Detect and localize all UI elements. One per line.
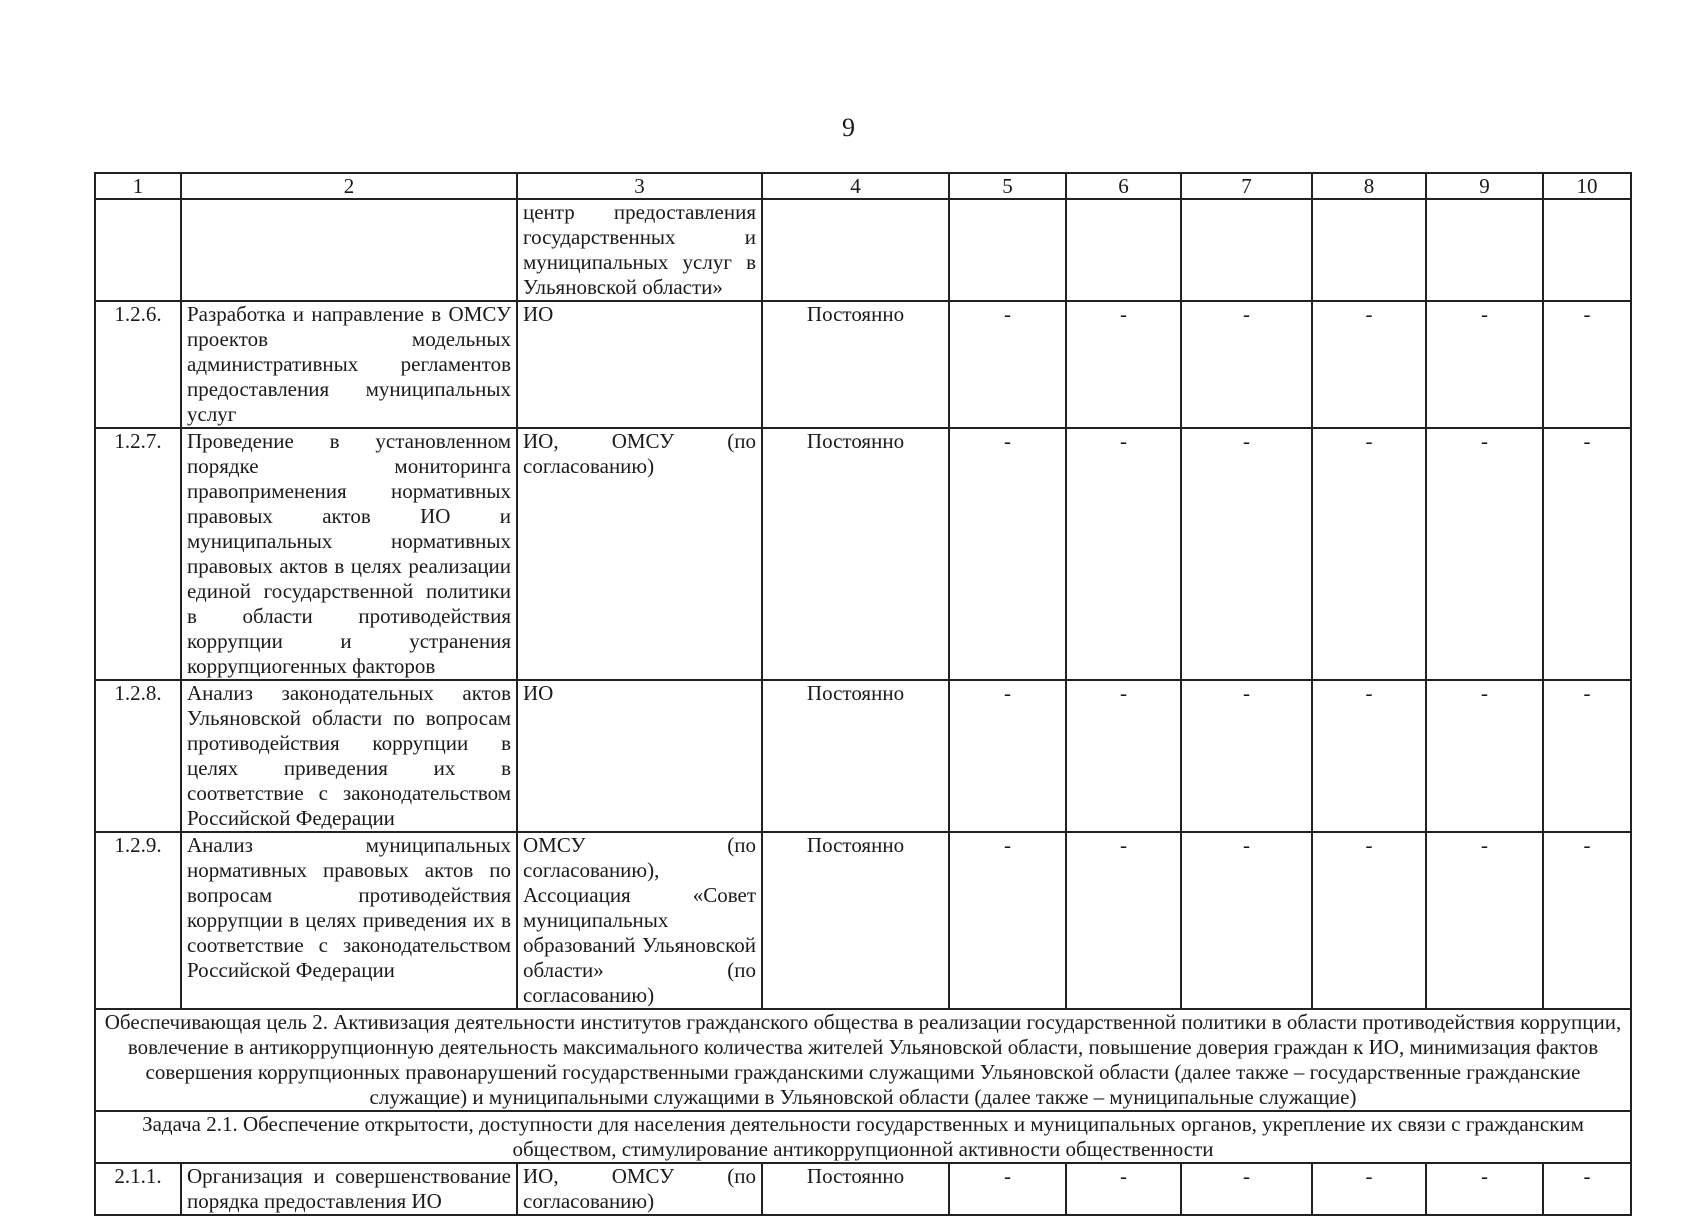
column-number: 9 bbox=[1426, 173, 1543, 199]
column-number-row bbox=[95, 173, 1631, 199]
table-row bbox=[95, 199, 1631, 301]
row-number: 1.2.9. bbox=[95, 832, 181, 1009]
value-cell: - bbox=[1426, 1163, 1543, 1215]
value-cell: - bbox=[1066, 301, 1181, 428]
value-cell: - bbox=[1181, 1163, 1312, 1215]
row-number: 2.1.1. bbox=[95, 1163, 181, 1215]
term: Постоянно bbox=[762, 832, 949, 1009]
task-row bbox=[95, 1111, 1631, 1163]
measure-name bbox=[181, 199, 517, 301]
value-cell: - bbox=[1312, 1163, 1426, 1215]
term: Постоянно bbox=[762, 680, 949, 832]
column-number: 5 bbox=[949, 173, 1066, 199]
executor: ИО, ОМСУ (по согласованию) bbox=[517, 428, 762, 680]
column-number: 2 bbox=[181, 173, 517, 199]
value-cell bbox=[1426, 199, 1543, 301]
column-number: 7 bbox=[1181, 173, 1312, 199]
measure-name: Проведение в установленном порядке мониторинга правоприменения нормативных правовых актов ИО и муниципальных нормативных правовых актов в целях реализации единой государственной политики в области противодействия коррупции и устранения коррупциогенных факторов bbox=[181, 428, 517, 680]
value-cell: - bbox=[1426, 301, 1543, 428]
table-row bbox=[95, 1163, 1631, 1215]
goal-row bbox=[95, 1009, 1631, 1111]
measure-name: Организация и совершенствование порядка предоставления ИО bbox=[181, 1163, 517, 1215]
value-cell: - bbox=[1312, 301, 1426, 428]
row-number: 1.2.6. bbox=[95, 301, 181, 428]
column-number: 6 bbox=[1066, 173, 1181, 199]
term: Постоянно bbox=[762, 301, 949, 428]
value-cell: - bbox=[1426, 428, 1543, 680]
term: Постоянно bbox=[762, 428, 949, 680]
executor: ИО, ОМСУ (по согласованию) bbox=[517, 1163, 762, 1215]
column-number: 3 bbox=[517, 173, 762, 199]
row-number bbox=[95, 199, 181, 301]
page-number: 9 bbox=[842, 113, 855, 142]
value-cell: - bbox=[1543, 1163, 1631, 1215]
table-row bbox=[95, 832, 1631, 1009]
value-cell: - bbox=[1181, 832, 1312, 1009]
value-cell: - bbox=[1543, 428, 1631, 680]
table-row bbox=[95, 680, 1631, 832]
table-row bbox=[95, 301, 1631, 428]
value-cell bbox=[949, 199, 1066, 301]
value-cell: - bbox=[1181, 301, 1312, 428]
value-cell: - bbox=[1066, 428, 1181, 680]
value-cell bbox=[1181, 199, 1312, 301]
row-number: 1.2.7. bbox=[95, 428, 181, 680]
value-cell: - bbox=[949, 1163, 1066, 1215]
term: Постоянно bbox=[762, 1163, 949, 1215]
value-cell: - bbox=[1543, 832, 1631, 1009]
value-cell: - bbox=[949, 680, 1066, 832]
value-cell: - bbox=[1312, 680, 1426, 832]
value-cell: - bbox=[1426, 832, 1543, 1009]
value-cell: - bbox=[1312, 428, 1426, 680]
row-number: 1.2.8. bbox=[95, 680, 181, 832]
executor: центр предоставления государственных и муниципальных услуг в Ульяновской области» bbox=[517, 199, 762, 301]
task-2-1-heading: Задача 2.1. Обеспечение открытости, доступности для населения деятельности государственных и муниципальных органов, укрепление их связи с гражданским обществом, стимулирование антикоррупционной активности общественности bbox=[95, 1111, 1631, 1163]
value-cell: - bbox=[949, 428, 1066, 680]
term bbox=[762, 199, 949, 301]
column-number: 1 bbox=[95, 173, 181, 199]
value-cell bbox=[1543, 199, 1631, 301]
value-cell: - bbox=[1181, 680, 1312, 832]
measure-name: Анализ законодательных актов Ульяновской области по вопросам противодействия коррупции в целях приведения их в соответствие с законодательством Российской Федерации bbox=[181, 680, 517, 832]
column-number: 8 bbox=[1312, 173, 1426, 199]
column-number: 4 bbox=[762, 173, 949, 199]
value-cell: - bbox=[1543, 680, 1631, 832]
executor: ИО bbox=[517, 680, 762, 832]
column-number: 10 bbox=[1543, 173, 1631, 199]
value-cell: - bbox=[949, 301, 1066, 428]
measure-name: Разработка и направление в ОМСУ проектов модельных административных регламентов предоставления муниципальных услуг bbox=[181, 301, 517, 428]
executor: ИО bbox=[517, 301, 762, 428]
value-cell: - bbox=[1312, 832, 1426, 1009]
measure-name: Анализ муниципальных нормативных правовых актов по вопросам противодействия коррупции в целях приведения их в соответствие с законодательством Российской Федерации bbox=[181, 832, 517, 1009]
value-cell bbox=[1066, 199, 1181, 301]
table-row bbox=[95, 428, 1631, 680]
executor: ОМСУ (по согласованию), Ассоциация «Совет муниципальных образований Ульяновской области» (по согласованию) bbox=[517, 832, 762, 1009]
value-cell: - bbox=[1181, 428, 1312, 680]
value-cell: - bbox=[1066, 680, 1181, 832]
value-cell: - bbox=[1426, 680, 1543, 832]
value-cell bbox=[1312, 199, 1426, 301]
value-cell: - bbox=[1066, 832, 1181, 1009]
value-cell: - bbox=[1066, 1163, 1181, 1215]
measures-table bbox=[94, 172, 1632, 1216]
value-cell: - bbox=[1543, 301, 1631, 428]
value-cell: - bbox=[949, 832, 1066, 1009]
goal-2-heading: Обеспечивающая цель 2. Активизация деятельности институтов гражданского общества в реализации государственной политики в области противодействия коррупции, вовлечение в антикоррупционную деятельность максимального количества жителей Ульяновской области, повышение доверия граждан к ИО, минимизация фактов совершения коррупционных правонарушений государственными гражданскими служащими Ульяновской области (далее также – государственные гражданские служащие) и муниципальными служащими в Ульяновской области (далее также – муниципальные служащие) bbox=[95, 1009, 1631, 1111]
